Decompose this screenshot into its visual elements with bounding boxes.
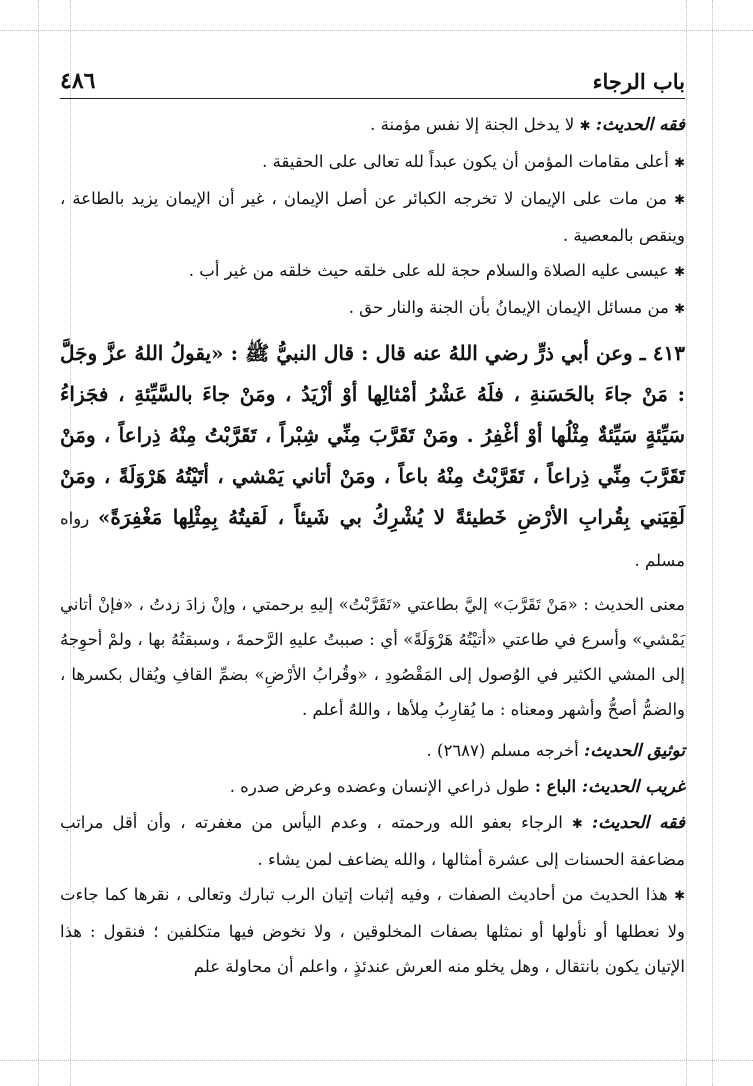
star-icon: ✱: [674, 156, 685, 171]
fiqh-item-3: ✱ من مات على الإيمان لا تخرجه الكبائر عن أصل الإيمان ، غير أن الإيمان يزيد بالطاعة ، وينقص بالمعصية .: [60, 189, 685, 245]
gharib-line: غريب الحديث: الباع : طول ذراعي الإنسان وعضده وعرض صدره .: [229, 777, 685, 797]
chapter-title: باب الرجاء: [592, 69, 685, 94]
dotted-guide-left: [38, 0, 39, 1086]
hadith-text: [60, 333, 685, 581]
tawthiq-label: توثيق الحديث:: [584, 741, 685, 761]
dotted-guide-right-inner: [686, 0, 687, 1086]
page-body: [60, 107, 685, 984]
dotted-guide-top: [0, 30, 753, 31]
dotted-guide-bottom: [0, 1060, 753, 1061]
fiqh-b-item-2: ✱ هذا الحديث من أحاديث الصفات ، وفيه إثبات إتيان الرب تبارك وتعالى ، نقرها كما جاءت ولا نعطلها أو نأولها أو نمثلها بصفات المخلوقين ، ولا نخوض فيها متكلفين ؛ فنقول : هذا الإتيان يكون بانتقال ، وهل يخلو منه العرش عندئذٍ ، واعلم أن محاولة علم: [60, 885, 685, 976]
fiqh-b-item-1: فقه الحديث: ✱ الرجاء بعفو الله ورحمته ، وعدم اليأس من مغفرته ، وأن أقل مراتب مضاعفة الحسنات إلى عشرة أمثالها ، والله يضاعف لمن يشاء .: [60, 813, 685, 869]
star-icon: ✱: [674, 265, 685, 280]
fiqh-label: فقه الحديث:: [591, 813, 685, 833]
fiqh-item-4: ✱ عيسى عليه الصلاة والسلام حجة لله على خلقه حيث خلقه من غير أب .: [188, 261, 685, 280]
tawthiq-line: توثيق الحديث: أخرجه مسلم (٢٦٨٧) .: [426, 741, 685, 761]
star-icon: ✱: [674, 302, 685, 317]
fiqh-item-5: ✱ من مسائل الإيمان الإيمانُ بأن الجنة والنار حق .: [348, 298, 685, 317]
page-header: [60, 68, 685, 99]
page-number: ٤٨٦: [60, 68, 96, 94]
hadith-meaning: معنى الحديث : «مَنْ تَقَرَّبَ» إليَّ بطاعتي «تَقَرَّبْتُ» إليهِ برحمتي ، وإنْ زادَ زدتُ ، «فإنْ أتاني يَمْشي» وأسرع في طاعتي «أتيْتُهُ هَرْوَلَةً» أي : صببتُ عليهِ الرَّحمةَ ، وسبقتُهُ بها ، ولمْ أحوِجهُ إلى المشي الكثير في الوُصول إلى المَقْصُودِ ، «وقُرابُ الأرْضِ» بضمِّ القافِ ويُقال بكسرها ، والضمُّ أصحُّ وأشهر ومعناه : ما يُقارِبُ مِلأها ، واللهُ أعلم .: [60, 595, 685, 719]
book-page: [60, 40, 685, 984]
fiqh-label: فقه الحديث:: [595, 115, 685, 135]
gharib-label: غريب الحديث:: [581, 777, 685, 797]
star-icon: ✱: [571, 817, 583, 832]
fiqh-item-2: ✱ أعلى مقامات المؤمن أن يكون عبداً لله تعالى على الحقيقة .: [262, 152, 685, 171]
star-icon: ✱: [674, 889, 685, 904]
hadith-body: مَنْ جاءَ بالحَسَنةِ ، فلَهُ عَشْرُ أمْثالِها أوْ أزْيَدُ ، ومَنْ جاءَ بالسَّيِّئةِ ، فجَزاءُ سَيِّئةٍ سَيِّئةٌ مِثْلُها أوْ أغْفِرُ . ومَنْ تَقَرَّبَ مِنِّي شِبْراً ، تَقَرَّبْتُ مِنْهُ ذِراعاً ، ومَنْ تَقَرَّبَ مِنِّي ذِراعاً ، تَقَرَّبْتُ مِنْهُ باعاً ، ومَنْ أتاني يَمْشي ، أتَيْتُهُ هَرْوَلَةً ، ومَنْ لَقِيَني بِقُرابِ الأرْضِ خَطيئةً لا يُشْرِكُ بي شَيئاً ، لَقيتُهُ بِمِثْلِها مَغْفِرَةً»: [60, 382, 685, 529]
hadith-intro: ٤١٣ ـ وعن أبي ذرٍّ رضي اللهُ عنه قال : قال النبيُّ ﷺ : «يقولُ اللهُ عزَّ وجَلَّ :: [60, 341, 686, 406]
gharib-term: الباع :: [534, 777, 582, 796]
dotted-guide-right: [712, 0, 713, 1086]
star-icon: ✱: [674, 193, 685, 208]
fiqh-item-1: فقه الحديث: ✱ لا يدخل الجنة إلا نفس مؤمنة .: [370, 115, 685, 135]
star-icon: ✱: [579, 119, 591, 134]
hadith-source: رواه مسلم .: [60, 509, 685, 570]
